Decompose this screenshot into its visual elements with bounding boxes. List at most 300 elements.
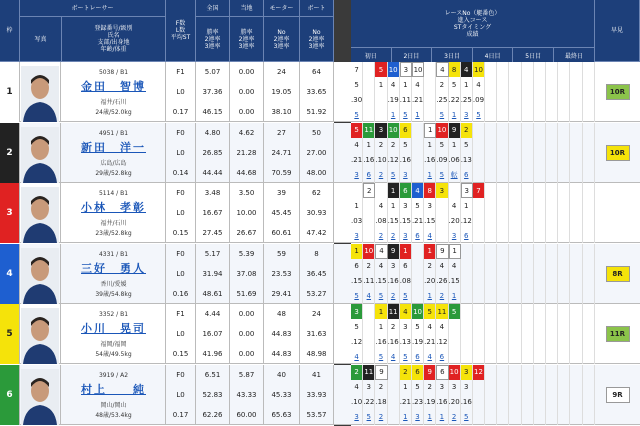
result-cell: 10 [449,365,461,380]
branch-birthplace: 福井/石川 [100,99,127,106]
result-link[interactable]: 1 [388,107,400,122]
day-3: 3日目 [432,48,473,62]
boat-stats [300,244,334,304]
result-link[interactable]: 2 [436,289,448,304]
result-cell: 5 [351,77,363,92]
result-cell: 8 [424,183,436,198]
course-line [351,319,595,334]
result-link[interactable]: 4 [388,349,400,364]
result-cell [497,213,509,228]
result-cell [485,334,497,349]
zenkoku-value: 4.44 [204,310,221,318]
result-link[interactable]: 6 [412,349,424,364]
result-link[interactable]: 2 [449,410,461,425]
result-cell: 3 [400,319,412,334]
result-cell [534,92,546,107]
result-link[interactable]: 1 [412,107,424,122]
result-cell [522,213,534,228]
result-cell [570,153,582,168]
result-cell [534,153,546,168]
st-stats [166,365,196,425]
boat-value: 31.63 [306,330,327,338]
result-cell: 4 [412,183,424,198]
result-cell: 4 [375,198,387,213]
result-cell: 9 [375,365,387,380]
st-value: F0 [176,249,185,258]
result-link[interactable]: 3 [351,410,363,425]
result-cell [534,123,546,138]
result-cell [497,319,509,334]
result-cell: 3 [400,198,412,213]
result-cell: 3 [461,183,473,198]
touchi-stats [230,304,264,364]
result-link [461,349,473,364]
result-link [509,168,521,183]
racer-photo [20,123,61,183]
race-no-line [351,62,595,77]
st-value: L0 [176,88,185,96]
result-link[interactable]: 5 [473,107,485,122]
racer-info [62,183,166,243]
result-link[interactable]: 1 [436,410,448,425]
result-cell [534,198,546,213]
header-zenkoku: 全国 [196,0,230,17]
boat-value: 33.93 [306,390,327,399]
header-days [351,48,595,62]
result-link [388,410,400,425]
st-value: 0.15 [172,350,189,358]
result-link[interactable]: 3 [449,228,461,243]
result-link[interactable]: 3 [400,228,412,243]
result-cell [473,259,485,274]
result-link[interactable]: 1 [424,168,436,183]
racer-name-link[interactable]: 三好 勇人 [81,261,146,275]
result-cell [412,274,424,289]
result-cell: 10 [473,62,485,77]
result-cell: .20 [424,274,436,289]
st-value: F1 [176,310,185,318]
zenkoku-value: 16.07 [202,330,223,338]
result-cell [558,123,570,138]
touchi-stats [230,244,264,304]
result-link [522,168,534,183]
result-link[interactable]: 5 [461,410,473,425]
racer-name-link[interactable]: 村上 純 [81,382,146,396]
boat-value: 62 [312,189,321,197]
result-cell [546,319,558,334]
boat-value: 8 [314,249,319,258]
result-cell: .15 [449,274,461,289]
result-link [546,410,558,425]
result-link[interactable]: 5 [400,107,412,122]
result-cell [570,395,582,410]
result-link [522,410,534,425]
zenkoku-stats [196,304,230,364]
header-boat-sub: No 2連率 3連率 [300,17,334,62]
result-cell: .16 [400,153,412,168]
result-cell: 4 [375,259,387,274]
result-link[interactable]: 5 [436,168,448,183]
result-cell [497,244,509,259]
result-cell [546,198,558,213]
result-link[interactable]: 1 [449,289,461,304]
result-link[interactable]: 5 [388,168,400,183]
result-cell: .30 [351,92,363,107]
result-cell [570,183,582,198]
result-cell: 11 [363,123,375,138]
result-cell: 11 [388,304,400,319]
result-cell: .20 [449,395,461,410]
result-link[interactable]: 3 [412,410,424,425]
result-link[interactable]: 4 [424,228,436,243]
result-cell: 9 [436,244,448,259]
result-cell: 6 [400,123,412,138]
result-link[interactable]: 3 [400,168,412,183]
result-cell [546,92,558,107]
result-cell: 4 [436,319,448,334]
result-cell: 6 [400,183,412,198]
result-cell [473,123,485,138]
result-cell [473,213,485,228]
result-cell: 1 [351,244,363,259]
result-cell [570,319,582,334]
motor-stats [264,365,300,425]
header-photo: 写真 [20,17,62,62]
result-cell: 1 [424,123,436,138]
age-weight: 24歳/52.0kg [95,109,132,116]
result-link [546,168,558,183]
early-view [595,123,640,183]
result-link [583,107,595,122]
result-cell: 4 [375,244,387,259]
zenkoku-stats [196,365,230,425]
result-cell: .09 [473,92,485,107]
boat-value: 48.98 [306,350,327,358]
zenkoku-value: 27.45 [202,229,223,237]
early-view [595,183,640,243]
result-link[interactable]: 6 [461,168,473,183]
st-value: L0 [176,269,185,278]
touchi-value: 60.00 [236,410,257,419]
result-cell [388,365,400,380]
result-link[interactable]: 6 [461,228,473,243]
result-link [570,410,582,425]
result-cell [583,365,595,380]
result-cell: 2 [375,380,387,395]
racer-name-link[interactable]: 小川 晃司 [81,322,146,335]
result-cell: 10 [436,123,448,138]
result-link[interactable]: 1 [449,107,461,122]
result-cell [485,213,497,228]
result-link [412,289,424,304]
result-cell [534,365,546,380]
result-cell: .16 [375,334,387,349]
result-cell: 6 [400,259,412,274]
session-results [351,244,595,304]
result-link[interactable]: 4 [424,349,436,364]
result-cell: .15 [351,274,363,289]
racer-photo [20,62,61,122]
result-link[interactable]: 5 [375,349,387,364]
result-link [558,107,570,122]
header-racer-info: 登録番号/級別 氏名 支部/出身地 年齢/体重 [62,17,166,62]
result-cell [583,304,595,319]
result-cell [485,244,497,259]
header-touchi: 当地 [230,0,264,17]
result-link [509,410,521,425]
waku-number: 2 [0,123,20,183]
result-cell [522,138,534,153]
result-cell [534,380,546,395]
result-cell: 5 [400,138,412,153]
result-cell: 5 [351,319,363,334]
result-cell [558,380,570,395]
result-cell [558,244,570,259]
result-cell [375,183,387,198]
zenkoku-stats [196,62,230,122]
header-touchi-sub: 勝率 2連率 3連率 [230,17,264,62]
result-cell [522,77,534,92]
day-6: 最終日 [554,48,595,62]
result-cell [485,380,497,395]
result-link[interactable]: 2 [375,228,387,243]
result-link [534,289,546,304]
early-view [595,365,640,425]
result-link[interactable]: 2 [388,228,400,243]
result-cell [497,77,509,92]
result-cell [534,395,546,410]
result-link [583,349,595,364]
result-link[interactable]: 1 [424,410,436,425]
age-weight: 48歳/53.4kg [95,411,132,419]
result-cell: .12 [351,334,363,349]
zenkoku-value: 52.83 [202,390,223,399]
header-zenkoku-sub: 勝率 2連率 3連率 [196,17,230,62]
motor-stats [264,183,300,243]
result-cell [363,304,375,319]
result-cell [509,365,521,380]
result-link [570,107,582,122]
early-race-badge[interactable]: 11R [606,326,630,342]
st-value: 0.14 [172,168,189,177]
result-link [485,349,497,364]
result-cell: 1 [375,304,387,319]
result-cell [570,77,582,92]
result-cell [375,92,387,107]
result-link[interactable]: 3 [351,168,363,183]
result-cell [546,395,558,410]
result-cell: 1 [400,244,412,259]
result-link[interactable]: 2 [375,410,387,425]
st-value: 0.15 [172,229,189,237]
result-cell: 2 [461,123,473,138]
result-cell: 7 [473,183,485,198]
motor-value: 39 [277,189,286,197]
result-link[interactable]: 5 [363,410,375,425]
result-link[interactable]: 6 [363,168,375,183]
result-line [351,228,595,243]
header-race-info: レースNo（艇番色） 進入コース STタイミング 成績 [351,0,595,48]
result-link [546,107,558,122]
result-cell: .21 [412,213,424,228]
result-cell: 9 [449,123,461,138]
header-motor-sub: No 2連率 3連率 [264,17,300,62]
result-cell [570,380,582,395]
result-cell [534,319,546,334]
result-link[interactable]: 5 [400,289,412,304]
result-cell: 5 [375,62,387,77]
result-link[interactable]: 転 [449,168,461,183]
result-line [351,349,595,364]
result-link[interactable]: 5 [400,349,412,364]
result-cell [461,244,473,259]
result-link[interactable]: 5 [436,107,448,122]
race-no-line [351,304,595,319]
result-cell [497,153,509,168]
result-cell [424,77,436,92]
result-cell: .16 [388,274,400,289]
result-cell: .13 [400,334,412,349]
result-cell [473,274,485,289]
result-link[interactable]: 3 [461,107,473,122]
result-link[interactable]: 6 [412,228,424,243]
result-cell: .15 [375,274,387,289]
result-cell: 5 [412,319,424,334]
result-cell: 3 [351,304,363,319]
result-link [497,410,509,425]
result-cell [546,259,558,274]
result-cell [363,213,375,228]
race-no-line [351,365,595,380]
racer-name-link[interactable]: 金田 智博 [81,80,146,93]
result-cell [558,153,570,168]
branch-birthplace: 福岡/福岡 [100,341,127,348]
racer-name-link[interactable]: 新田 洋一 [81,140,146,154]
result-cell: 2 [375,138,387,153]
racer-name-link[interactable]: 小林 孝彰 [81,201,146,214]
early-race-badge[interactable]: 10R [606,145,630,161]
result-link [497,107,509,122]
result-cell [449,183,461,198]
result-cell [412,123,424,138]
result-cell [509,198,521,213]
result-link[interactable]: 5 [375,289,387,304]
racer-row [0,62,640,122]
day-5: 5日目 [513,48,554,62]
result-cell [570,274,582,289]
result-cell [583,153,595,168]
boat-value: 50 [312,128,321,137]
result-cell [570,198,582,213]
result-link[interactable]: 1 [400,410,412,425]
race-no-line [351,183,595,198]
st-value: L0 [176,148,185,157]
result-cell [473,395,485,410]
boat-value: 27.00 [306,148,327,157]
st-value: L0 [176,330,185,338]
result-cell [351,183,363,198]
day-4: 4日目 [473,48,514,62]
result-cell: 1 [363,138,375,153]
result-link [546,228,558,243]
result-cell [570,244,582,259]
zenkoku-stats [196,183,230,243]
result-cell [461,304,473,319]
result-link[interactable]: 5 [351,289,363,304]
st-value: L0 [176,390,185,399]
registration-class: 5038 / B1 [98,69,129,76]
header-st: F数 L数 平均ST [166,0,196,62]
result-link[interactable]: 4 [351,349,363,364]
result-cell: .26 [436,274,448,289]
result-cell [388,380,400,395]
age-weight: 23歳/52.8kg [95,230,132,237]
result-link [363,107,375,122]
result-cell: 3 [461,380,473,395]
result-cell [509,274,521,289]
result-cell: .16 [436,395,448,410]
result-cell [522,183,534,198]
result-link [558,289,570,304]
result-cell [485,274,497,289]
result-link[interactable]: 4 [363,289,375,304]
early-race-badge[interactable]: 8R [606,266,630,282]
result-link [473,168,485,183]
result-cell [546,77,558,92]
result-cell [485,198,497,213]
early-race-badge[interactable]: 10R [606,84,630,100]
early-view [595,62,640,122]
result-cell [546,62,558,77]
result-cell: 2 [351,365,363,380]
result-link[interactable]: 2 [375,168,387,183]
zenkoku-value: 5.07 [204,68,221,76]
touchi-value: 5.87 [238,370,255,379]
result-link[interactable]: 5 [351,107,363,122]
result-cell [522,198,534,213]
result-line [351,410,595,425]
result-cell [546,304,558,319]
result-cell: 10 [412,62,424,77]
zenkoku-stats [196,123,230,183]
result-cell [570,334,582,349]
result-cell [485,259,497,274]
result-link[interactable]: 3 [351,228,363,243]
result-cell: 5 [412,198,424,213]
result-link[interactable]: 2 [388,289,400,304]
result-link[interactable]: 1 [424,289,436,304]
result-cell: 3 [449,380,461,395]
result-cell [485,62,497,77]
result-cell [570,259,582,274]
branch-birthplace: 岡山/岡山 [100,401,127,409]
touchi-stats [230,62,264,122]
zenkoku-value: 4.80 [204,128,221,137]
result-cell: 1 [461,198,473,213]
result-cell [509,153,521,168]
day-2: 2日目 [392,48,433,62]
result-cell: 4 [424,319,436,334]
result-cell [461,334,473,349]
result-cell: .20 [449,213,461,228]
result-cell: 3 [461,365,473,380]
result-cell: .15 [388,213,400,228]
result-link[interactable]: 6 [436,349,448,364]
zenkoku-value: 46.15 [202,108,223,116]
result-cell: 3 [436,183,448,198]
boat-stats [300,183,334,243]
early-race-badge[interactable]: 9R [606,387,630,403]
